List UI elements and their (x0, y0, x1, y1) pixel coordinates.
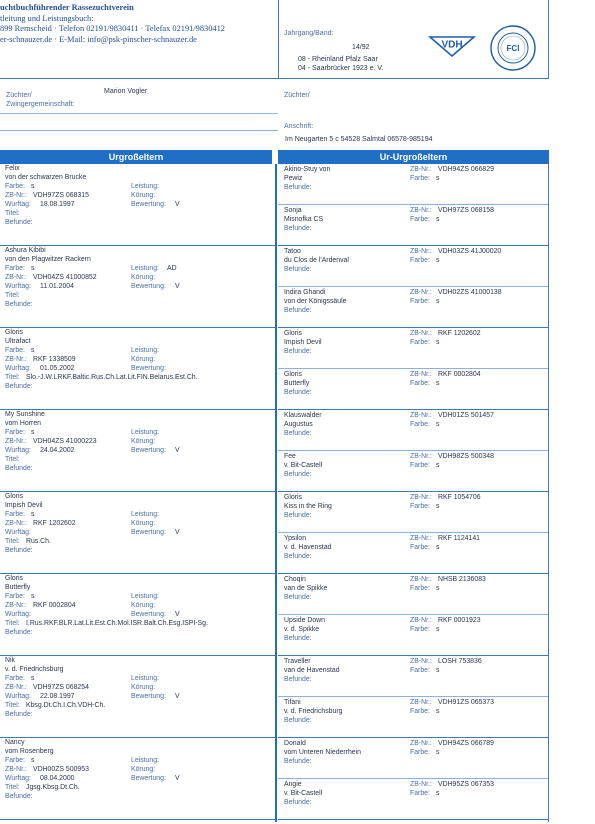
farbe-value: s (436, 503, 440, 510)
befunde-label: Befunde: (5, 465, 33, 472)
ancestor-entry (278, 205, 548, 246)
farbe-value: s (436, 790, 440, 797)
ancestor-entry (0, 492, 275, 574)
leistung-label: Leistung: (131, 183, 159, 190)
org-line: 899 Remscheid · Telefon 02191/9830411 · Telefax 02191/9830412 (0, 24, 225, 34)
bewertung-label: Bewertung: (131, 775, 166, 782)
ancestor-entry (278, 287, 548, 328)
wurftag-value: 24.04.2002 (40, 447, 75, 454)
zb-value: VDH94ZS 066829 (438, 166, 494, 173)
ancestor-kennel: du Clos de l'Ardenval (284, 257, 349, 264)
farbe-label: Farbe: (410, 544, 430, 551)
urgrosseltern-column (0, 164, 275, 820)
titel-value: I.Rus.RKF.BLR.Lat.Lit.Est.Ch.Mol.ISR.Balt.Ch.Esg.ISPI-Sg. (26, 620, 208, 627)
zb-label: ZB-Nr.: (5, 438, 27, 445)
titel-label: Titel: (5, 374, 20, 381)
farbe-value: s (31, 429, 35, 436)
ancestor-kennel: Pewiz (284, 175, 303, 182)
ancestor-kennel: v. d. Friedrichsburg (5, 666, 64, 673)
befunde-label: Befunde: (5, 793, 33, 800)
zb-value: RKF 1124141 (438, 535, 481, 542)
titel-label: Titel: (5, 292, 20, 299)
zb-value: VDH00ZS 500953 (33, 766, 89, 773)
ancestor-kennel: v. d. Friedrichsburg (284, 708, 343, 715)
farbe-label: Farbe: (5, 265, 25, 272)
farbe-label: Farbe: (5, 593, 25, 600)
zb-label: ZB-Nr.: (410, 166, 432, 173)
ancestor-entry (278, 246, 548, 287)
titel-value: Jgsg.Kbsg.Dt.Ch. (26, 784, 80, 791)
koerung-label: Körung: (131, 602, 156, 609)
ur-urgrosseltern-column (278, 164, 548, 820)
ancestor-name: Donald (284, 740, 306, 747)
titel-label: Titel: (5, 210, 20, 217)
farbe-label: Farbe: (410, 216, 430, 223)
org-line: er-schnauzer.de · E-Mail: info@psk-pinscher-schnauzer.de (0, 34, 197, 44)
zb-label: ZB-Nr.: (5, 520, 27, 527)
farbe-value: s (436, 626, 440, 633)
farbe-label: Farbe: (410, 667, 430, 674)
ancestor-kennel: von den Plagwitzer Rackern (5, 256, 91, 263)
titel-label: Titel: (5, 456, 20, 463)
farbe-value: s (436, 298, 440, 305)
org-line: tleitung und Leistungsbuch: (0, 13, 94, 23)
farbe-value: s (31, 675, 35, 682)
titel-value: Slo.-J.W.LRKF.Baltic.Rus.Ch.Lat.Lit.FIN.Belarus.Est.Ch. (26, 374, 198, 381)
bewertung-value: V (175, 283, 180, 290)
farbe-label: Farbe: (410, 421, 430, 428)
ancestor-name: Gloris (5, 575, 23, 582)
bewertung-value: V (175, 529, 180, 536)
anschrift-label: Anschrift: (284, 123, 314, 130)
ancestor-kennel: v. Bit-Castell (284, 462, 323, 469)
farbe-label: Farbe: (410, 380, 430, 387)
jahrgang-value: 14/92 (352, 44, 370, 51)
wurftag-label: Wurftag: (5, 775, 31, 782)
leistung-label: Leistung: (131, 429, 159, 436)
ancestor-name: Felix (5, 165, 20, 172)
ancestor-name: Traveller (284, 658, 311, 665)
befunde-label: Befunde: (284, 512, 312, 519)
bewertung-value: V (175, 201, 180, 208)
zb-value: RKF 1054706 (438, 494, 481, 501)
farbe-value: s (436, 339, 440, 346)
ancestor-kennel: vom Rosenberg (5, 748, 54, 755)
farbe-value: s (436, 421, 440, 428)
farbe-label: Farbe: (410, 790, 430, 797)
ancestor-entry (278, 492, 548, 533)
wurftag-value: 22.08.1997 (40, 693, 75, 700)
wurftag-value: 18.08.1997 (40, 201, 75, 208)
farbe-value: s (436, 708, 440, 715)
ancestor-entry (278, 328, 548, 369)
wurftag-label: Wurftag: (5, 611, 31, 618)
befunde-label: Befunde: (5, 547, 33, 554)
bewertung-value: V (175, 611, 180, 618)
leistung-label: Leistung: (131, 593, 159, 600)
koerung-label: Körung: (131, 274, 156, 281)
leistung-value: AD (167, 265, 177, 272)
header-divider (278, 0, 279, 78)
zb-label: ZB-Nr.: (410, 248, 432, 255)
ancestor-kennel: von der schwarzen Brucke (5, 174, 87, 181)
zb-label: ZB-Nr.: (410, 535, 432, 542)
befunde-label: Befunde: (284, 676, 312, 683)
ancestor-kennel: Kiss in the Ring (284, 503, 332, 510)
ancestor-entry (278, 451, 548, 492)
farbe-label: Farbe: (410, 298, 430, 305)
zuechter-label-line: Zwingergemeinschaft: (6, 101, 75, 108)
ancestor-kennel: vom Unteren Niederrhein (284, 749, 361, 756)
farbe-label: Farbe: (5, 347, 25, 354)
farbe-label: Farbe: (410, 749, 430, 756)
ancestor-name: Akino-Stuy von (284, 166, 331, 173)
befunde-label: Befunde: (284, 430, 312, 437)
org-line: uchtbuchführender Rassezuchtverein (0, 3, 134, 12)
titel-label: Titel: (5, 538, 20, 545)
bewertung-label: Bewertung: (131, 693, 166, 700)
ancestor-name: Sonja (284, 207, 302, 214)
ancestor-entry (0, 246, 275, 328)
befunde-label: Befunde: (284, 184, 312, 191)
farbe-value: s (31, 511, 35, 518)
wurftag-label: Wurftag: (5, 365, 31, 372)
zb-label: ZB-Nr.: (410, 576, 432, 583)
ancestor-name: Ashura Kibibi (5, 247, 46, 254)
farbe-value: s (436, 544, 440, 551)
ancestor-entry (278, 779, 548, 820)
farbe-label: Farbe: (410, 257, 430, 264)
farbe-value: s (436, 667, 440, 674)
zb-label: ZB-Nr.: (410, 658, 432, 665)
section-ur-urgrosseltern: Ur-Urgroßeltern (278, 150, 549, 164)
zb-label: ZB-Nr.: (5, 192, 27, 199)
bewertung-value: V (175, 693, 180, 700)
wurftag-label: Wurftag: (5, 529, 31, 536)
header-right-border (548, 0, 549, 78)
farbe-value: s (436, 749, 440, 756)
zuechter-rule (0, 113, 278, 114)
club-line: 08 - Rheinland Pfalz Saar (298, 56, 378, 63)
club-line: 04 - Saarbrücker 1923 e. V. (298, 65, 384, 72)
befunde-label: Befunde: (5, 383, 33, 390)
koerung-label: Körung: (131, 438, 156, 445)
zb-value: RKF 1202602 (438, 330, 481, 337)
ancestor-name: Tatoo (284, 248, 301, 255)
titel-label: Titel: (5, 784, 20, 791)
zb-value: VDH97ZS 068254 (33, 684, 89, 691)
titel-value: Kbsg.Dt.Ch.I.Ch.VDH-Ch. (26, 702, 106, 709)
ancestor-entry (0, 656, 275, 738)
befunde-label: Befunde: (5, 219, 33, 226)
zuechter-value: Marion Vogler (104, 88, 148, 95)
zb-value: VDH91ZS 065373 (438, 699, 494, 706)
bewertung-label: Bewertung: (131, 365, 166, 372)
farbe-label: Farbe: (410, 339, 430, 346)
ancestor-name: Nancy (5, 739, 25, 746)
leistung-label: Leistung: (131, 347, 159, 354)
zb-value: RKF 0002804 (438, 371, 481, 378)
bewertung-label: Bewertung: (131, 529, 166, 536)
ancestor-name: Indira Ghandi (284, 289, 326, 296)
ancestor-kennel: van de Havenstad (284, 667, 340, 674)
ancestor-entry (278, 738, 548, 779)
koerung-label: Körung: (131, 192, 156, 199)
zb-value: VDH03ZS 41J00020 (438, 248, 502, 255)
ancestor-kennel: v. Bit-Castell (284, 790, 323, 797)
ancestor-entry (278, 615, 548, 656)
befunde-label: Befunde: (284, 758, 312, 765)
anschrift-value: Im Neugarten 5 c 54528 Salmtal 06578-985194 (285, 136, 433, 143)
farbe-label: Farbe: (5, 757, 25, 764)
zb-label: ZB-Nr.: (5, 602, 27, 609)
fci-logo-text: FCI (506, 44, 520, 53)
befunde-label: Befunde: (5, 301, 33, 308)
ancestor-entry (0, 738, 275, 820)
befunde-label: Befunde: (284, 553, 312, 560)
right-border (548, 164, 549, 822)
befunde-label: Befunde: (284, 348, 312, 355)
zb-label: ZB-Nr.: (410, 289, 432, 296)
farbe-value: s (436, 216, 440, 223)
ancestor-kennel: Impish Devil (5, 502, 43, 509)
koerung-label: Körung: (131, 520, 156, 527)
farbe-value: s (436, 585, 440, 592)
farbe-value: s (31, 347, 35, 354)
zb-label: ZB-Nr.: (410, 453, 432, 460)
farbe-value: s (31, 265, 35, 272)
zb-label: ZB-Nr.: (410, 330, 432, 337)
ancestor-name: My Sunshine (5, 411, 45, 418)
wurftag-value: 11.01.2004 (40, 283, 74, 290)
zuechter-label (284, 92, 310, 99)
farbe-label: Farbe: (5, 183, 25, 190)
jahrgang-label: Jahrgang/Band: (284, 30, 334, 37)
ancestor-kennel: Ultrafact (5, 338, 31, 345)
ancestor-name: Gloris (5, 329, 23, 336)
ancestor-kennel: Butterfly (284, 380, 310, 387)
zb-label: ZB-Nr.: (410, 412, 432, 419)
zb-value: VDH04ZS 41000223 (33, 438, 97, 445)
zb-label: ZB-Nr.: (5, 684, 27, 691)
koerung-label: Körung: (131, 356, 156, 363)
wurftag-value: 01.05.2002 (40, 365, 75, 372)
farbe-value: s (436, 462, 440, 469)
column-divider (275, 164, 277, 822)
farbe-label: Farbe: (5, 675, 25, 682)
zb-value: RKF 1202602 (33, 520, 76, 527)
zb-value: RKF 0002804 (33, 602, 76, 609)
ancestor-name: Gloris (284, 330, 302, 337)
bewertung-label: Bewertung: (131, 447, 166, 454)
zb-value: NHSB 2136083 (438, 576, 486, 583)
ancestor-name: Fee (284, 453, 296, 460)
section-urgrosseltern: Urgroßeltern (0, 150, 272, 164)
zuechter-label-line: Züchter/ (6, 92, 32, 99)
zuechter-label-line: Züchter/ (284, 92, 310, 99)
zb-value: VDH98ZS 500348 (438, 453, 494, 460)
zb-value: RKF 0001923 (438, 617, 481, 624)
ancestor-kennel: Misnofka CS (284, 216, 324, 223)
ancestor-name: Ypsilon (284, 535, 307, 542)
ancestor-entry (0, 328, 275, 410)
zb-value: VDH97ZS 068158 (438, 207, 494, 214)
zb-value: VDH01ZS 501457 (438, 412, 494, 419)
vdh-logo (428, 35, 476, 57)
zb-value: LOSH 753836 (438, 658, 482, 665)
ancestor-entry (278, 369, 548, 410)
ancestor-name: Choqin (284, 576, 306, 583)
ancestor-name: Tifani (284, 699, 301, 706)
farbe-label: Farbe: (410, 175, 430, 182)
befunde-label: Befunde: (284, 799, 312, 806)
ancestor-kennel: von der Königssäule (284, 298, 347, 305)
zb-value: RKF 1338509 (33, 356, 76, 363)
ancestor-kennel: Augustus (284, 421, 313, 428)
zb-label: ZB-Nr.: (5, 356, 27, 363)
farbe-value: s (436, 380, 440, 387)
koerung-label: Körung: (131, 766, 156, 773)
farbe-label: Farbe: (410, 503, 430, 510)
wurftag-label: Wurftag: (5, 283, 31, 290)
bewertung-value: V (175, 775, 180, 782)
ancestor-kennel: Impish Devil (284, 339, 322, 346)
ancestor-name: Gloris (5, 493, 23, 500)
organization-header (0, 3, 268, 45)
befunde-label: Befunde: (284, 594, 312, 601)
zb-value: VDH97ZS 068315 (33, 192, 89, 199)
farbe-label: Farbe: (410, 585, 430, 592)
bewertung-label: Bewertung: (131, 611, 166, 618)
zb-label: ZB-Nr.: (410, 617, 432, 624)
ancestor-entry (278, 164, 548, 205)
zb-value: VDH02ZS 41000138 (438, 289, 502, 296)
zb-value: VDH95ZS 067353 (438, 781, 494, 788)
ancestor-entry (278, 533, 548, 574)
leistung-label: Leistung: (131, 511, 159, 518)
koerung-label: Körung: (131, 684, 156, 691)
ancestor-name: Nik (5, 657, 15, 664)
ancestor-kennel: v. d. Spikke (284, 626, 320, 633)
leistung-label: Leistung: (131, 265, 159, 272)
befunde-label: Befunde: (284, 471, 312, 478)
ancestor-kennel: vom Horren (5, 420, 41, 427)
ancestor-name: Klauswalder (284, 412, 322, 419)
ancestor-entry (0, 574, 275, 656)
vdh-logo-text: VDH (441, 39, 463, 51)
ancestor-entry (278, 410, 548, 451)
befunde-label: Befunde: (284, 717, 312, 724)
bewertung-label: Bewertung: (131, 201, 166, 208)
ancestor-name: Upside Down (284, 617, 325, 624)
titel-value: Rus.Ch. (26, 538, 51, 545)
bewertung-value: V (175, 447, 180, 454)
ancestor-entry (0, 410, 275, 492)
zb-label: ZB-Nr.: (410, 494, 432, 501)
zb-label: ZB-Nr.: (410, 699, 432, 706)
zb-label: ZB-Nr.: (410, 371, 432, 378)
befunde-label: Befunde: (284, 635, 312, 642)
befunde-label: Befunde: (284, 266, 312, 273)
farbe-value: s (436, 175, 440, 182)
befunde-label: Befunde: (5, 629, 33, 636)
zb-value: VDH94ZS 066789 (438, 740, 494, 747)
befunde-label: Befunde: (284, 389, 312, 396)
zb-label: ZB-Nr.: (410, 781, 432, 788)
farbe-label: Farbe: (5, 429, 25, 436)
wurftag-label: Wurftag: (5, 693, 31, 700)
befunde-label: Befunde: (284, 307, 312, 314)
ancestor-entry (278, 697, 548, 738)
ancestor-kennel: Butterfly (5, 584, 31, 591)
befunde-label: Befunde: (5, 711, 33, 718)
farbe-value: s (31, 183, 35, 190)
ancestor-name: Gloris (284, 494, 302, 501)
zb-label: ZB-Nr.: (5, 274, 27, 281)
ancestor-name: Gloris (284, 371, 302, 378)
befunde-label: Befunde: (284, 225, 312, 232)
leistung-label: Leistung: (131, 757, 159, 764)
farbe-label: Farbe: (410, 708, 430, 715)
farbe-label: Farbe: (5, 511, 25, 518)
farbe-label: Farbe: (410, 462, 430, 469)
ancestor-entry (0, 164, 275, 246)
ancestor-entry (278, 656, 548, 697)
wurftag-label: Wurftag: (5, 447, 31, 454)
zb-label: ZB-Nr.: (410, 207, 432, 214)
ancestor-name: Angie (284, 781, 302, 788)
leistung-label: Leistung: (131, 675, 159, 682)
zb-label: ZB-Nr.: (410, 740, 432, 747)
titel-label: Titel: (5, 702, 20, 709)
farbe-value: s (31, 593, 35, 600)
ancestor-kennel: v. d. Havenstad (284, 544, 332, 551)
farbe-value: s (31, 757, 35, 764)
ancestor-kennel: van de Spikke (284, 585, 328, 592)
farbe-value: s (436, 257, 440, 264)
wurftag-value: 08.04.2000 (40, 775, 75, 782)
farbe-label: Farbe: (410, 626, 430, 633)
titel-label: Titel: (5, 620, 20, 627)
zb-label: ZB-Nr.: (5, 766, 27, 773)
header-bottom-rule (0, 78, 549, 79)
zuechter-rule-2 (0, 130, 278, 131)
bewertung-label: Bewertung: (131, 283, 166, 290)
wurftag-label: Wurftag: (5, 201, 31, 208)
ancestor-entry (278, 574, 548, 615)
zb-value: VDH04ZS 41000852 (33, 274, 97, 281)
fci-logo (489, 24, 537, 72)
